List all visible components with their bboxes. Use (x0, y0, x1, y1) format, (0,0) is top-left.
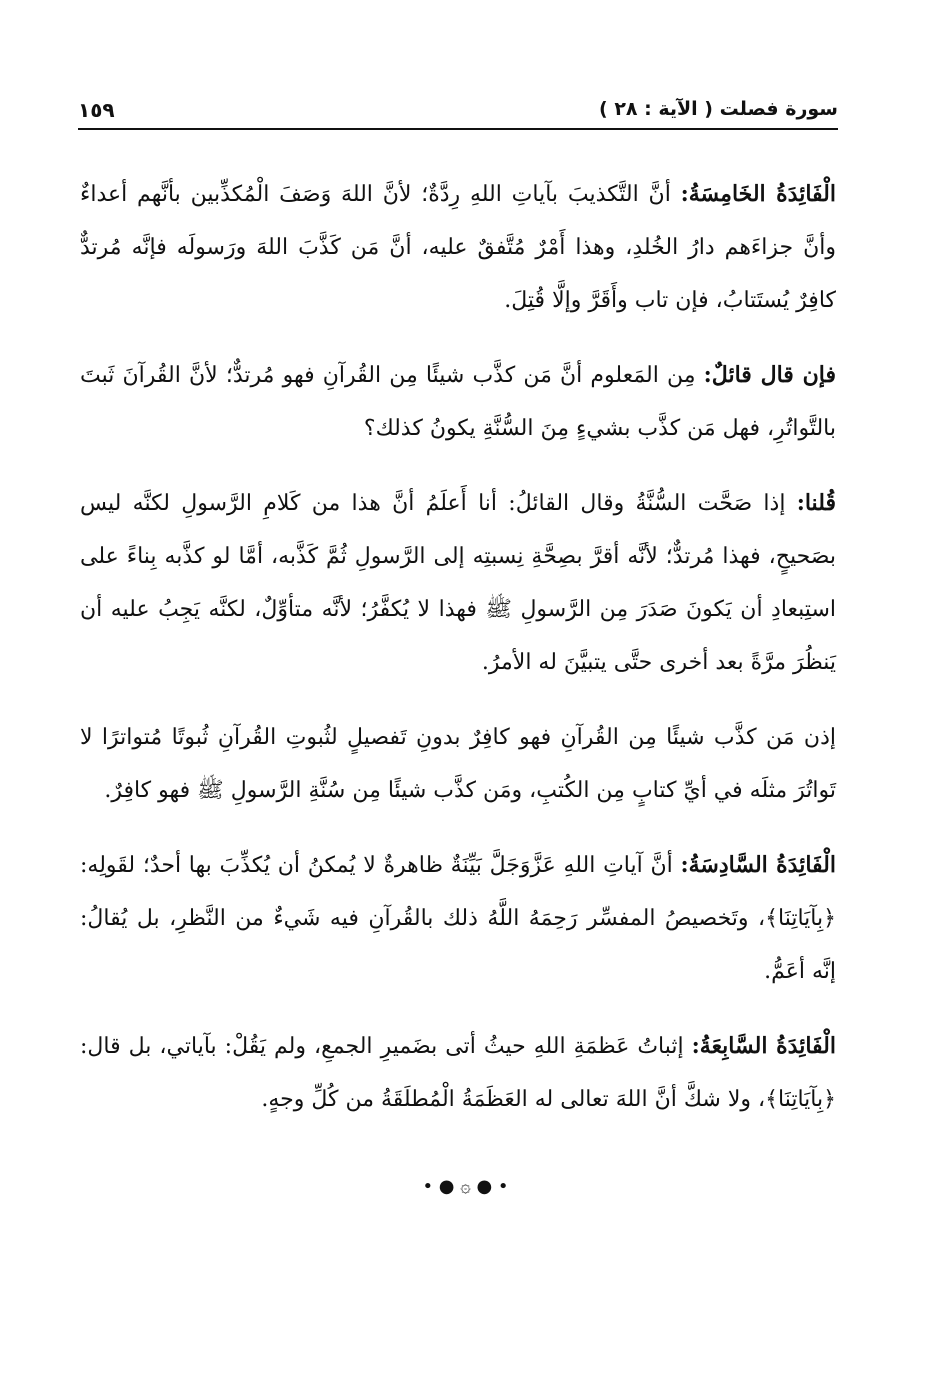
paragraph-conclusion (80, 711, 836, 817)
page-header (78, 98, 838, 132)
surah-title: سورة فصلت ( الآية : ٢٨ ) (599, 98, 838, 120)
paragraph-text: إثباتُ عَظمَةِ اللهِ حيثُ أتى بضَميرِ الجمعِ، ولم يَقُلْ: بآياتي، بل قال: ﴿بِآيَاتِنَا﴾، ولا شكَّ أنَّ اللهَ تعالى له العَظَمَةُ الْمُطلَقَةُ من كُلِّ وجهٍ. (80, 1034, 836, 1112)
paragraph-text: أنَّ آياتِ اللهِ عَزَّوَجَلَّ بَيِّنَةٌ ظاهرةٌ لا يُمكنُ أن يُكذِّبَ بها أحدٌ؛ لقَولِه: ﴿بِآيَاتِنَا﴾، وتَخصيصُ المفسِّر رَحِمَهُ اللَّهُ ذلك بالقُرآنِ فيه شَيءٌ من النَّظرِ، بل يُقالُ: إنَّه أعَمُّ. (80, 853, 836, 984)
paragraph-heading: الْفَائِدَةُ السَّابِعَةُ: (691, 1033, 836, 1059)
paragraph-heading: الْفَائِدَةُ الخَامِسَةُ: (680, 181, 836, 207)
paragraph-text: أنَّ التَّكذيبَ بآياتِ اللهِ رِدَّةٌ؛ لأنَّ اللهَ وَصَفَ الْمُكذِّبين بأنَّهم أعداءٌ وأنَّ جزاءَهم دارُ الخُلدِ، وهذا أَمْرٌ مُتَّفقٌ عليه، أنَّ مَن كَذَّبَ اللهَ ورَسولَه فإنَّه مُرتدٌّ كافِرٌ يُستَتابُ، فإن تاب وأَقَرَّ وإلَّا قُتِلَ. (80, 182, 836, 313)
section-end-ornament: • ● ۞ ● • (422, 1176, 509, 1197)
paragraph-sixth-benefit (80, 839, 836, 998)
paragraph-question (80, 349, 836, 455)
paragraph-fifth-benefit (80, 168, 836, 327)
paragraph-answer (80, 477, 836, 689)
paragraph-seventh-benefit (80, 1020, 836, 1126)
header-rule (78, 128, 838, 130)
paragraph-text: مِن المَعلوم أنَّ مَن كذَّب شيئًا مِن القُرآنِ فهو مُرتدٌّ؛ لأنَّ القُرآنَ ثَبتَ بالتَّواتُرِ، فهل مَن كذَّب بشيءٍ مِنَ السُّنَّةِ يكونُ كذلك؟ (80, 363, 836, 441)
paragraph-heading: فإن قال قائلٌ: (703, 362, 836, 388)
page-number: ١٥٩ (78, 98, 115, 122)
page-body (80, 168, 836, 1148)
paragraph-text: إذا صَحَّت السُّنَّةُ وقال القائلُ: أنا أَعلَمُ أنَّ هذا من كَلامِ الرَّسولِ لكنَّه ليس بصَحيحٍ، فهذا مُرتدٌّ؛ لأنَّه أقرَّ بصِحَّةِ نِسبتِه إلى الرَّسولِ ثُمَّ كَذَّبه، أمَّا لو كذَّبه بِناءً على استِبعادِ أن يَكونَ صَدَرَ مِن الرَّسولِ ﷺ فهذا لا يُكفَّرُ؛ لأنَّه متأوِّلٌ، لكنَّه يَجِبُ عليه أن يَنظُرَ مرَّةً بعد أخرى حتَّى يتبيَّنَ له الأمرُ. (80, 491, 836, 675)
paragraph-heading: الْفَائِدَةُ السَّادِسَةُ: (680, 852, 836, 878)
paragraph-text: إذن مَن كذَّب شيئًا مِن القُرآنِ فهو كافِرٌ بدونِ تَفصيلٍ لثُبوتِ القُرآنِ ثُبوتًا مُتواترًا لا تَواتُرَ مثلَه في أيِّ كتابٍ مِن الكُتبِ، ومَن كذَّب شيئًا مِن سُنَّةِ الرَّسولِ ﷺ فهو كافِرٌ. (80, 725, 836, 803)
paragraph-heading: قُلنا: (796, 490, 836, 516)
